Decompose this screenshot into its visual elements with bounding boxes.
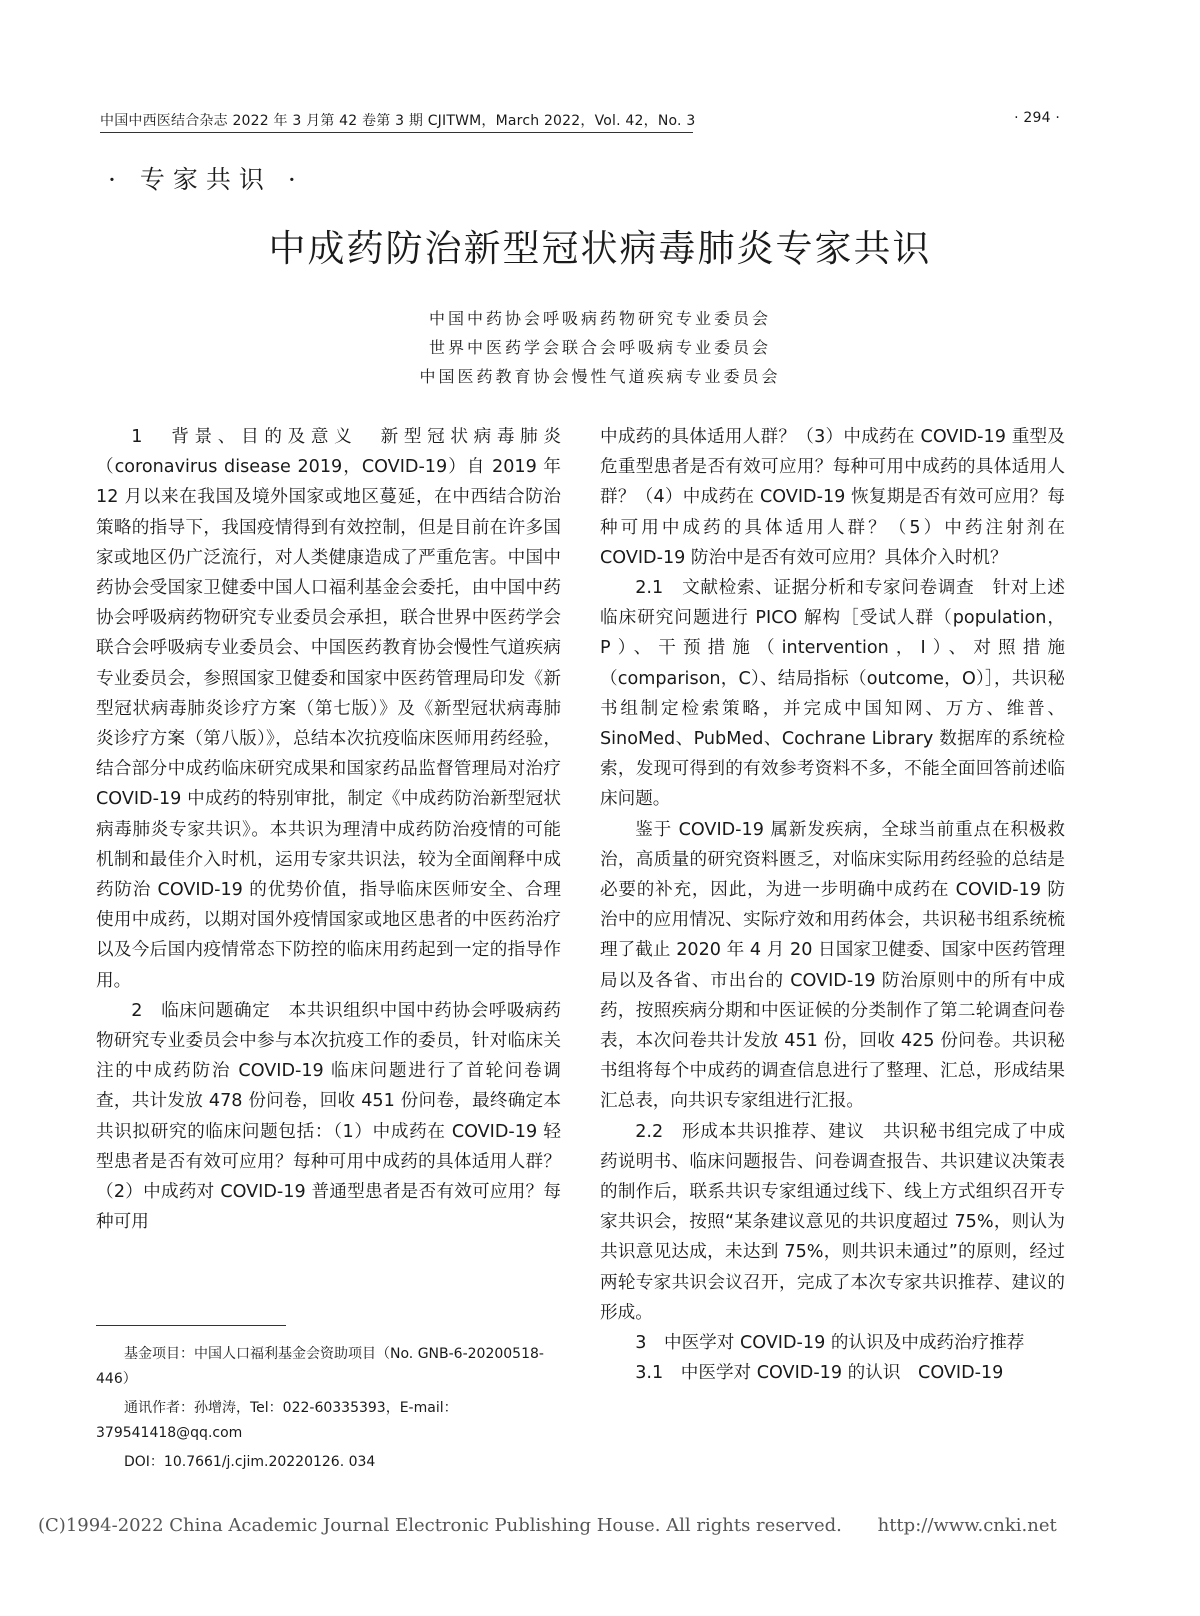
body-paragraph: 鉴于 COVID-19 属新发疾病，全球当前重点在积极救治，高质量的研究资料匮乏，对临床实际用药经验的总结是必要的补充，因此，为进一步明确中成药在 COVID-19 防治中的应用情况、实际疗效和用药体会，共识秘书组系统梳理了截止 2020 年 4 月 20 日国家卫健委、国家中医药管理局以及各省、市出台的 COVID-19 防治原则中的所有中成药，按照疾病分期和中医证候的分类制作了第二轮调查问卷表，本次问卷共计发放 451 份，回收 425 份问卷。共识秘书组将每个中成药的调查信息进行了整理、汇总，形成结果汇总表，向共识专家组进行汇报。 — [600, 819, 1065, 1112]
left-column — [96, 422, 561, 1237]
copyright-watermark — [38, 1515, 1178, 1536]
section-heading: 3.1 中医学对 COVID-19 的认识 COVID-19 — [635, 1363, 1004, 1384]
section-heading: 3 中医学对 COVID-19 的认识及中成药治疗推荐 — [635, 1333, 1025, 1354]
article-title: 中成药防治新型冠状病毒肺炎专家共识 — [268, 227, 932, 270]
copyright-text: (C)1994-2022 China Academic Journal Electronic Publishing House. All rights reserved. — [38, 1515, 842, 1536]
footnotes — [96, 1342, 566, 1479]
funding-note: 基金项目：中国人口福利基金会资助项目（No. GNB-6-20200518-446） — [96, 1346, 544, 1387]
body-paragraph: 2.1 文献检索、证据分析和专家问卷调查 针对上述临床研究问题进行 PICO 解构［受试人群（population，P）、干预措施（intervention，I）、对照措施（comparison，C）、结局指标（outcome，O）］，共识秘书组制定检索策略，并完成中国知网、万方、维普、SinoMed、PubMed、Cochrane Library 数据库的系统检索，发现可得到的有效参考资料不多，不能全面回答前述临床问题。 — [600, 578, 1065, 810]
body-paragraph: 1 背景、目的及意义 新型冠状病毒肺炎（coronavirus disease 2019，COVID-19）自 2019 年 12 月以来在我国及境外国家或地区蔓延，在中西结合防治策略的指导下，我国疫情得到有效控制，但是目前在许多国家或地区仍广泛流行，对人类健康造成了严重危害。中国中药协会受国家卫健委中国人口福利基金会委托，由中国中药协会呼吸病药物研究专业委员会承担，联合世界中医药学会联合会呼吸病专业委员会、中国医药教育协会慢性气道疾病专业委员会，参照国家卫健委和国家中医药管理局印发《新型冠状病毒肺炎诊疗方案（第七版）》及《新型冠状病毒肺炎诊疗方案（第八版）》，总结本次抗疫临床医师用药经验，结合部分中成药临床研究成果和国家药品监督管理局对治疗 COVID-19 中成药的特别审批，制定《中成药防治新型冠状病毒肺炎专家共识》。本共识为理清中成药防治疫情的可能机制和最佳介入时机，运用专家共识法，较为全面阐释中成药防治 COVID-19 的优势价值，指导临床医师安全、合理使用中成药，以期对国外疫情国家或地区患者的中医药治疗以及今后国内疫情常态下防控的临床用药起到一定的指导作用。 — [96, 427, 561, 991]
organization-line: 中国中药协会呼吸病药物研究专业委员会 — [428, 309, 771, 328]
organization-line: 中国医药教育协会慢性气道疾病专业委员会 — [419, 367, 781, 386]
journal-citation: 中国中西医结合杂志 2022 年 3 月第 42 卷第 3 期 CJITWM，March 2022，Vol. 42，No. 3 — [100, 113, 696, 129]
copyright-url: http://www.cnki.net — [877, 1515, 1057, 1536]
running-head — [100, 110, 1100, 130]
footnote-rule — [96, 1325, 286, 1326]
right-column — [600, 422, 1065, 1389]
page-number: · 294 · — [1014, 110, 1060, 126]
header-rule — [100, 132, 693, 133]
organization-line: 世界中医药学会联合会呼吸病专业委员会 — [428, 338, 771, 357]
section-label: · 专家共识 · — [108, 165, 304, 194]
body-paragraph: 2 临床问题确定 本共识组织中国中药协会呼吸病药物研究专业委员会中参与本次抗疫工作的委员，针对临床关注的中成药防治 COVID-19 临床问题进行了首轮问卷调查，共计发放 478 份问卷，回收 451 份问卷，最终确定本共识拟研究的临床问题包括：（1）中成药在 COVID-19 轻型患者是否有效可应用？每种可用中成药的具体适用人群？（2）中成药对 COVID-19 普通型患者是否有效可应用？每种可用 — [96, 1000, 561, 1233]
doi: DOI：10.7661/j.cjim.20220126. 034 — [124, 1454, 376, 1470]
author-organizations — [0, 304, 1200, 391]
body-paragraph: 2.2 形成本共识推荐、建议 共识秘书组完成了中成药说明书、临床问题报告、问卷调查报告、共识建议决策表的制作后，联系共识专家组通过线下、线上方式组织召开专家共识会，按照“某条建议意见的共识度超过 75%，则认为共识意见达成，未达到 75%，则共识未通过”的原则，经过两轮专家共识会议召开，完成了本次专家共识推荐、建议的形成。 — [600, 1121, 1065, 1323]
body-paragraph: 中成药的具体适用人群？（3）中成药在 COVID-19 重型及危重型患者是否有效可应用？每种可用中成药的具体适用人群？（4）中成药在 COVID-19 恢复期是否有效可应用？每种可用中成药的具体适用人群？（5）中药注射剂在 COVID-19 防治中是否有效可应用？具体介入时机？ — [600, 427, 1065, 568]
corresponding-author: 通讯作者：孙增涛，Tel：022-60335393，E-mail：379541418@qq.com — [96, 1400, 458, 1441]
